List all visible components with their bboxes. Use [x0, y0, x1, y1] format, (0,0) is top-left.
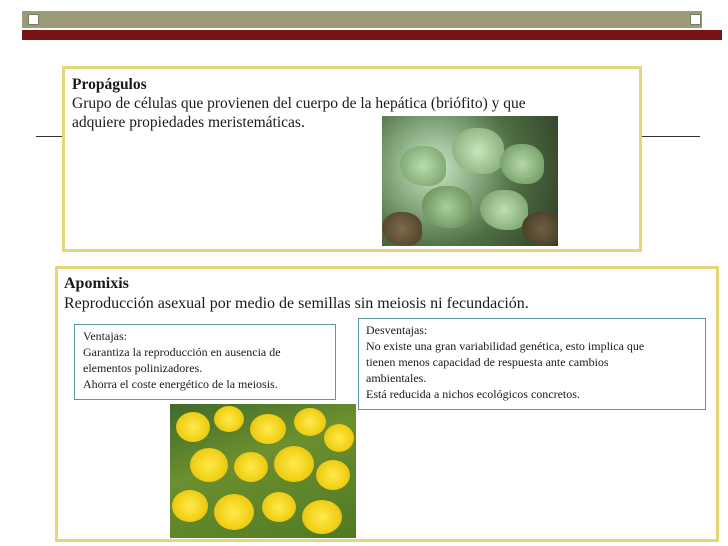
slide-header-bar	[0, 0, 728, 40]
dandelion-photo	[170, 404, 356, 538]
desventajas-line-3: tienen menos capacidad de respuesta ante cambios	[366, 355, 609, 369]
apomixis-text	[64, 274, 529, 314]
apomixis-title: Apomixis	[64, 275, 129, 292]
ventajas-line-2: Garantiza la reproducción en ausencia de	[83, 345, 281, 359]
desventajas-callout	[358, 318, 706, 410]
header-square-right	[690, 14, 701, 25]
divider-line-right	[640, 136, 700, 137]
ventajas-line-1: Ventajas:	[83, 329, 127, 343]
header-olive-band	[22, 11, 702, 28]
ventajas-line-3: elementos polinizadores.	[83, 361, 203, 375]
header-square-left	[28, 14, 39, 25]
desventajas-line-2: No existe una gran variabilidad genética, esto implica que	[366, 339, 645, 353]
ventajas-callout	[74, 324, 336, 400]
propagulos-line-1: Grupo de células que provienen del cuerpo de la hepática (briófito) y que	[72, 95, 526, 112]
desventajas-line-5: Está reducida a nichos ecológicos concretos.	[366, 387, 580, 401]
divider-line-left	[36, 136, 64, 137]
liverwort-gemmae-photo	[382, 116, 558, 246]
desventajas-line-1: Desventajas:	[366, 323, 428, 337]
propagulos-line-2: adquiere propiedades meristemáticas.	[72, 114, 305, 131]
desventajas-line-4: ambientales.	[366, 371, 427, 385]
ventajas-line-4: Ahorra el coste energético de la meiosis.	[83, 377, 278, 391]
apomixis-subtitle: Reproducción asexual por medio de semillas sin meiosis ni fecundación.	[64, 295, 529, 312]
propagulos-title: Propágulos	[72, 76, 147, 93]
header-maroon-band	[22, 30, 722, 40]
